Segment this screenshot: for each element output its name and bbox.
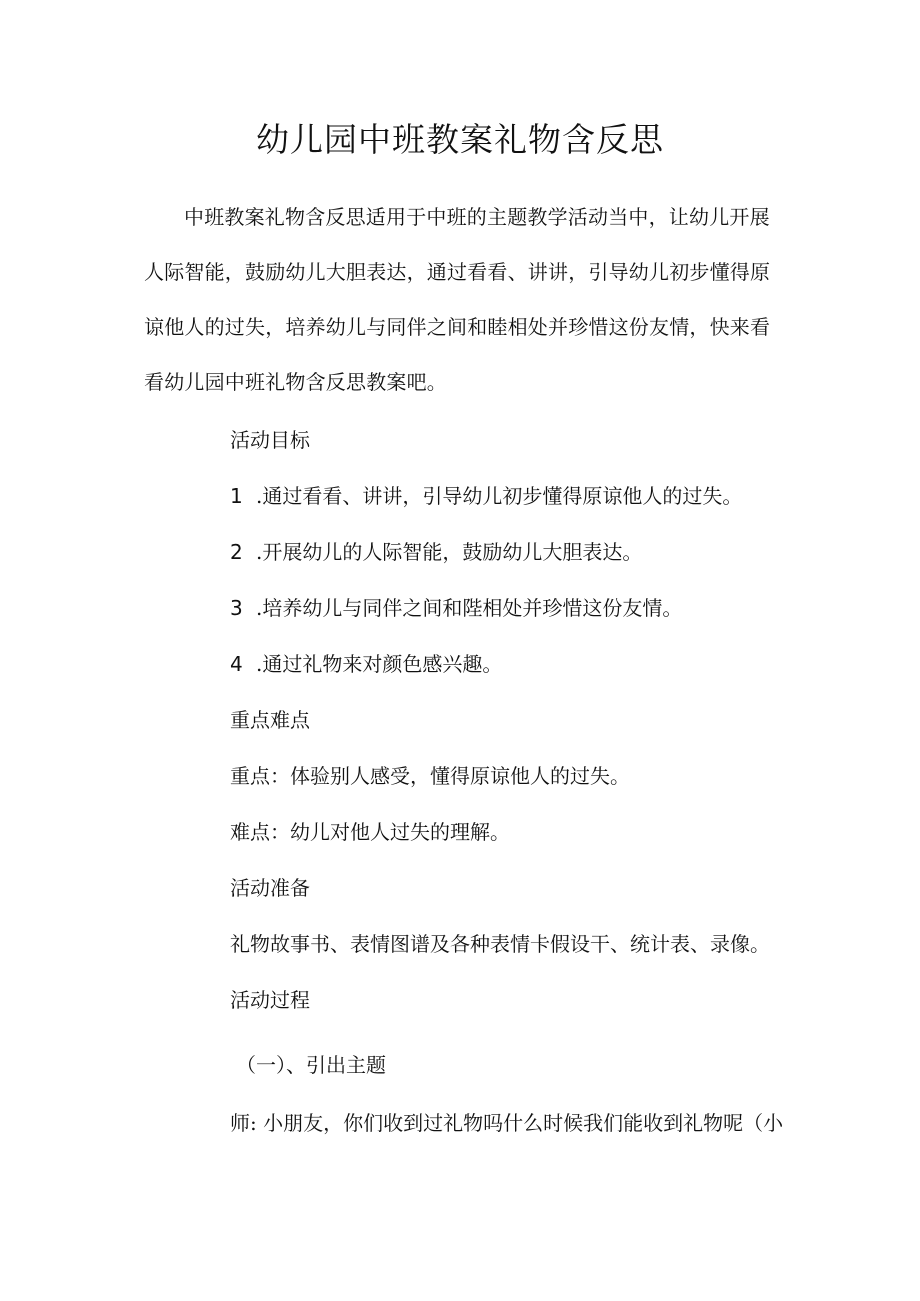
goals-heading: 活动目标: [230, 428, 310, 452]
goal-number: 3: [230, 596, 243, 620]
key-heading: 重点难点: [230, 708, 310, 732]
prep-text: 礼物故事书、表情图谱及各种表情卡假设干、统计表、录像。: [230, 932, 770, 956]
goal-item: [230, 537, 642, 567]
prep-heading: 活动准备: [230, 876, 310, 900]
goal-number: 2: [230, 540, 243, 564]
step-heading: （一）、引出主题: [236, 1053, 386, 1077]
goal-text: .培养幼儿与同伴之间和陛相处并珍惜这份友情。: [256, 596, 683, 620]
goal-item: [230, 649, 502, 679]
document-title: 幼儿园中班教案礼物含反思: [256, 120, 664, 159]
difficulty-point: 难点：幼儿对他人过失的理解。: [230, 820, 510, 844]
goal-number: 1: [230, 484, 243, 508]
goal-number: 4: [230, 652, 243, 676]
intro-paragraph: 中班教案礼物含反思适用于中班的主题教学活动当中，让幼儿开展人际智能，鼓励幼儿大胆表达，通过看看、讲讲，引导幼儿初步懂得原谅他人的过失，培养幼儿与同伴之间和睦相处并珍惜这份友情，快来看看幼儿园中班礼物含反思教案吧。: [144, 205, 771, 394]
process-heading: 活动过程: [230, 988, 310, 1012]
goal-text: .通过礼物来对颜色感兴趣。: [256, 652, 503, 676]
goal-text: .开展幼儿的人际智能，鼓励幼儿大胆表达。: [256, 540, 643, 564]
key-point: 重点：体验别人感受，懂得原谅他人的过失。: [230, 764, 630, 788]
goal-text: .通过看看、讲讲，引导幼儿初步懂得原谅他人的过失。: [256, 484, 743, 508]
goal-item: [230, 593, 682, 623]
goal-item: [230, 481, 742, 511]
dialogue-text: 师: 小朋友，你们收到过礼物吗什么时候我们能收到礼物呢（小: [230, 1111, 784, 1135]
